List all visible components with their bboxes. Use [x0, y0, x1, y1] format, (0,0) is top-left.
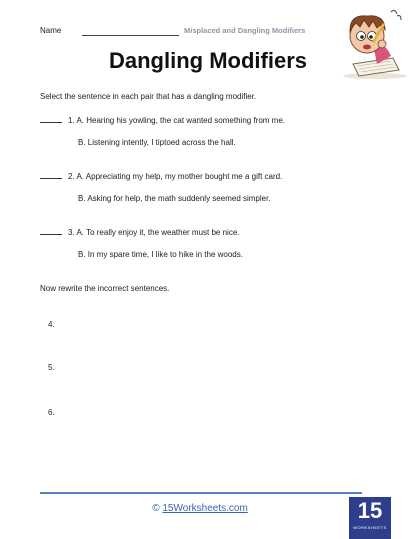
site-link[interactable]: 15Worksheets.com [162, 503, 248, 514]
rewrite-item-4[interactable]: 4. [48, 320, 55, 329]
option-a-text: A. Hearing his yowling, the cat wanted something from me. [76, 116, 285, 125]
question-2-option-a [40, 172, 282, 181]
question-1-option-a [40, 116, 285, 125]
name-field-line [82, 35, 179, 36]
site-logo [349, 497, 391, 539]
logo-number: 15 [357, 498, 383, 523]
rewrite-heading: Now rewrite the incorrect sentences. [40, 284, 170, 293]
rewrite-item-6[interactable]: 6. [48, 408, 55, 417]
question-3-option-a [40, 228, 240, 237]
copyright-symbol: © [152, 503, 160, 514]
question-number: 3. [68, 228, 75, 237]
answer-blank[interactable] [40, 234, 62, 235]
question-2-option-b: B. Asking for help, the math suddenly seemed simpler. [78, 194, 271, 203]
worksheet-topic: Misplaced and Dangling Modifiers [184, 26, 306, 35]
question-1-option-b: B. Listening intently, I tiptoed across the hall. [78, 138, 236, 147]
answer-blank[interactable] [40, 178, 62, 179]
rewrite-item-5[interactable]: 5. [48, 363, 55, 372]
name-label: Name [40, 26, 62, 35]
answer-blank[interactable] [40, 122, 62, 123]
question-number: 1. [68, 116, 75, 125]
footer-credit [0, 503, 400, 514]
worksheet-title: Dangling Modifiers [109, 48, 307, 73]
question-number: 2. [68, 172, 75, 181]
logo-text: WORKSHEETS [353, 525, 387, 530]
instructions-text: Select the sentence in each pair that has a dangling modifier. [40, 92, 257, 101]
option-a-text: A. Appreciating my help, my mother bought me a gift card. [76, 172, 283, 181]
option-a-text: A. To really enjoy it, the weather must be nice. [76, 228, 240, 237]
footer-divider [40, 492, 362, 494]
question-3-option-b: B. In my spare time, I like to hike in the woods. [78, 250, 243, 259]
